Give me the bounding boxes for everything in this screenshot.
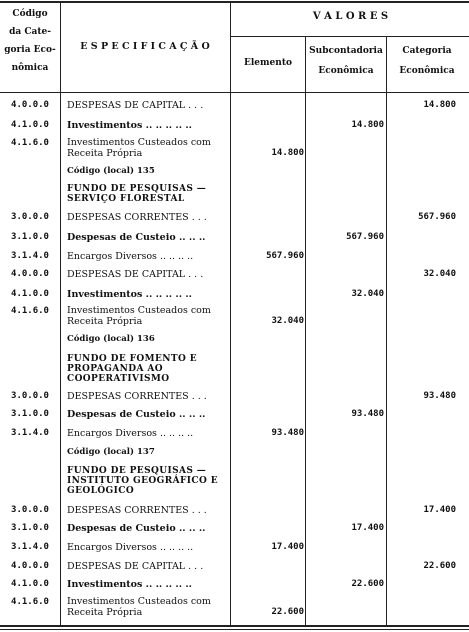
value-categoria: 14.800 bbox=[423, 100, 456, 110]
row-code: 4.0.0.0 bbox=[11, 269, 49, 279]
header-categoria-line: Econômica bbox=[399, 66, 455, 76]
row-specification: DESPESAS CORRENTES . . . bbox=[67, 212, 207, 223]
row-specification: Despesas de Custeio .. .. .. bbox=[67, 409, 206, 420]
header-subconta-line: Econômica bbox=[318, 66, 374, 76]
row-code: 3.0.0.0 bbox=[11, 391, 49, 401]
section-title: FUNDO DE PESQUISAS — INSTITUTO GEOGRÁFICO E GEOLÓGICO bbox=[67, 466, 218, 496]
row-specification: Despesas de Custeio .. .. .. bbox=[67, 232, 206, 243]
local-code-label: Código (local) 136 bbox=[67, 334, 155, 344]
row-specification: DESPESAS DE CAPITAL . . . bbox=[67, 561, 204, 572]
value-categoria: 567.960 bbox=[418, 212, 456, 222]
value-subconta: 22.600 bbox=[351, 579, 384, 589]
row-specification: DESPESAS DE CAPITAL . . . bbox=[67, 269, 204, 280]
row-code: 4.1.0.0 bbox=[11, 120, 49, 130]
row-code: 3.1.4.0 bbox=[11, 251, 49, 261]
header-bottom-border bbox=[0, 92, 469, 93]
row-specification: DESPESAS CORRENTES . . . bbox=[67, 391, 207, 402]
value-categoria: 93.480 bbox=[423, 391, 456, 401]
header-code-line: Código bbox=[12, 9, 48, 19]
valores-underline bbox=[230, 36, 469, 37]
header-code-line: da Cate- bbox=[9, 27, 51, 37]
row-specification: Despesas de Custeio .. .. .. bbox=[67, 523, 206, 534]
row-code: 4.1.6.0 bbox=[11, 138, 49, 148]
header-code bbox=[0, 8, 60, 75]
row-specification: DESPESAS DE CAPITAL . . . bbox=[67, 100, 204, 111]
local-code-label: Código (local) 135 bbox=[67, 166, 155, 176]
row-code: 4.1.0.0 bbox=[11, 289, 49, 299]
value-categoria: 32.040 bbox=[423, 269, 456, 279]
header-elemento: Elemento bbox=[244, 58, 292, 68]
row-specification: Encargos Diversos .. .. .. .. bbox=[67, 251, 194, 262]
row-code: 4.0.0.0 bbox=[11, 100, 49, 110]
row-code: 3.1.0.0 bbox=[11, 409, 49, 419]
value-elemento: 93.480 bbox=[271, 428, 304, 438]
value-subconta: 567.960 bbox=[346, 232, 384, 242]
row-specification: Encargos Diversos .. .. .. .. bbox=[67, 428, 194, 439]
row-specification: DESPESAS CORRENTES . . . bbox=[67, 505, 207, 516]
top-border bbox=[0, 1, 469, 3]
header-spec: E S P E C I F I C A Ç Ã O bbox=[80, 41, 210, 52]
value-elemento: 22.600 bbox=[271, 607, 304, 617]
bottom-border-2 bbox=[0, 629, 469, 630]
bottom-border bbox=[0, 625, 469, 627]
header-valores: V A L O R E S bbox=[312, 11, 389, 22]
row-specification: Investimentos .. .. .. .. .. bbox=[67, 120, 192, 131]
col-divider-subconta bbox=[386, 36, 387, 625]
value-subconta: 93.480 bbox=[351, 409, 384, 419]
value-subconta: 17.400 bbox=[351, 523, 384, 533]
row-specification: Investimentos Custeados com Receita Própria bbox=[67, 138, 211, 159]
header-code-line: goria Eco- bbox=[4, 45, 56, 55]
row-code: 3.1.0.0 bbox=[11, 232, 49, 242]
value-categoria: 17.400 bbox=[423, 505, 456, 515]
value-subconta: 14.800 bbox=[351, 120, 384, 130]
row-code: 4.0.0.0 bbox=[11, 561, 49, 571]
section-title: FUNDO DE PESQUISAS — SERVIÇO FLORESTAL bbox=[67, 184, 207, 204]
value-subconta: 32.040 bbox=[351, 289, 384, 299]
value-elemento: 17.400 bbox=[271, 542, 304, 552]
header-subconta-line: Subcontadoria bbox=[309, 46, 383, 56]
row-specification: Investimentos Custeados com Receita Própria bbox=[67, 597, 211, 618]
row-specification: Investimentos Custeados com Receita Própria bbox=[67, 306, 211, 327]
value-elemento: 567.960 bbox=[266, 251, 304, 261]
row-specification: Investimentos .. .. .. .. .. bbox=[67, 579, 192, 590]
value-elemento: 14.800 bbox=[271, 148, 304, 158]
value-categoria: 22.600 bbox=[423, 561, 456, 571]
row-code: 4.1.6.0 bbox=[11, 306, 49, 316]
header-code-line: nômica bbox=[11, 63, 49, 73]
header-categoria-line: Categoria bbox=[402, 46, 452, 56]
row-specification: Investimentos .. .. .. .. .. bbox=[67, 289, 192, 300]
value-elemento: 32.040 bbox=[271, 316, 304, 326]
col-divider-spec bbox=[230, 2, 231, 625]
col-divider-elemento bbox=[305, 36, 306, 625]
row-code: 3.1.4.0 bbox=[11, 542, 49, 552]
header-subconta bbox=[306, 45, 386, 78]
row-specification: Encargos Diversos .. .. .. .. bbox=[67, 542, 194, 553]
section-title: FUNDO DE FOMENTO E PROPAGANDA AO COOPERATIVISMO bbox=[67, 354, 198, 384]
row-code: 3.0.0.0 bbox=[11, 212, 49, 222]
row-code: 3.1.4.0 bbox=[11, 428, 49, 438]
row-code: 4.1.0.0 bbox=[11, 579, 49, 589]
row-code: 3.0.0.0 bbox=[11, 505, 49, 515]
header-categoria bbox=[387, 45, 467, 78]
row-code: 3.1.0.0 bbox=[11, 523, 49, 533]
local-code-label: Código (local) 137 bbox=[67, 447, 155, 457]
row-code: 4.1.6.0 bbox=[11, 597, 49, 607]
col-divider-code bbox=[60, 2, 61, 625]
